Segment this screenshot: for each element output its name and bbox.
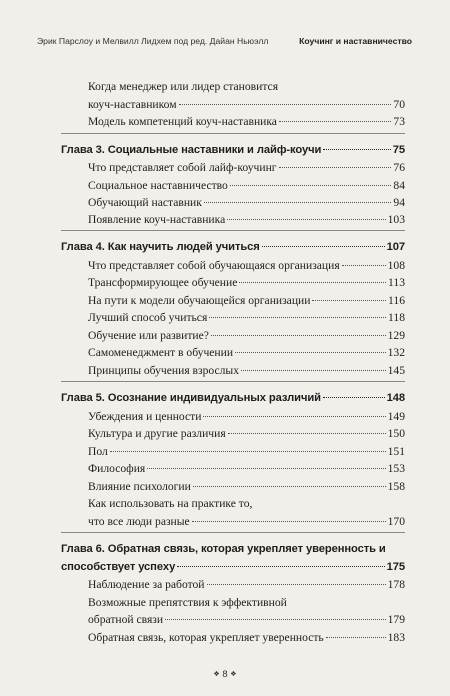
toc-entry	[88, 160, 405, 175]
toc-entry	[88, 595, 405, 610]
toc-entry	[88, 258, 405, 273]
toc-entry-page: 76	[393, 161, 405, 174]
leader-dots	[326, 636, 386, 638]
toc-entry-page: 178	[387, 578, 405, 591]
toc-entry-page: 108	[387, 259, 405, 272]
toc-entry-page: 158	[387, 480, 405, 493]
toc-entry	[88, 212, 405, 227]
page-number	[0, 669, 450, 680]
leader-dots	[209, 316, 386, 318]
toc-entry-title: Возможные препятствия к эффективной	[88, 596, 287, 609]
leader-dots	[279, 120, 391, 122]
toc-entry-page: 151	[387, 445, 405, 458]
toc-entry-page: 149	[387, 410, 405, 423]
toc-entry-page: 129	[387, 329, 405, 342]
leader-dots	[192, 520, 386, 522]
chapter-heading	[61, 391, 405, 406]
toc-entry-page: 170	[387, 515, 405, 528]
toc-entry-page: 113	[388, 276, 405, 289]
toc-entry-title: Социальное наставничество	[88, 179, 228, 192]
toc-entry	[88, 514, 405, 529]
ornament-icon: ❖	[213, 671, 220, 678]
toc-entry-title: Принципы обучения взрослых	[88, 364, 240, 377]
toc-entry-title-cont: обратной связи	[88, 613, 164, 626]
leader-dots	[312, 299, 386, 301]
toc-entry-title: Как использовать на практике то,	[88, 497, 253, 510]
toc-entry-title-cont: коуч-наставником	[88, 98, 177, 111]
header-book-title: Коучинг и наставничество	[299, 36, 412, 46]
toc-entry	[88, 195, 405, 210]
header-authors: Эрик Парслоу и Мелвилл Лидхем под ред. Дайан Ньюэлл	[37, 36, 269, 46]
toc-entry-title: Когда менеджер или лидер становится	[88, 80, 279, 93]
toc-entry-page: 116	[388, 294, 405, 307]
toc-entry	[88, 114, 405, 129]
toc-entry-title: Модель компетенций коуч-наставника	[88, 115, 277, 128]
toc-entry-title: Убеждения и ценности	[88, 410, 202, 423]
chapter-page: 75	[392, 144, 405, 156]
leader-dots	[227, 218, 385, 220]
toc-entry-page: 153	[387, 462, 405, 475]
leader-dots	[323, 148, 390, 150]
running-head	[37, 36, 412, 46]
toc-entry	[88, 496, 405, 511]
chapter-title: Глава 5. Осознание индивидуальных различий	[61, 392, 321, 404]
toc-entry-title: Обучающий наставник	[88, 196, 202, 209]
chapter-page: 107	[386, 241, 405, 253]
chapter-heading	[61, 560, 405, 575]
leader-dots	[207, 583, 386, 585]
page-number-value: 8	[222, 669, 228, 680]
leader-dots	[203, 415, 385, 417]
leader-dots	[179, 103, 392, 105]
leader-dots	[235, 351, 386, 353]
leader-dots	[110, 450, 386, 452]
toc-entry	[88, 363, 405, 378]
toc-entry-page: 73	[393, 115, 405, 128]
toc-entry	[88, 310, 405, 325]
toc-entry	[88, 409, 405, 424]
chapter-title: Глава 3. Социальные наставники и лайф-коучи	[61, 144, 322, 156]
leader-dots	[241, 369, 386, 371]
toc-entry-title: Обратная связь, которая укрепляет уверенность	[88, 631, 324, 644]
leader-dots	[228, 432, 386, 434]
toc-entry-title: Трансформирующее обучение	[88, 276, 238, 289]
leader-dots	[204, 201, 392, 203]
leader-dots	[230, 184, 392, 186]
toc-entry	[88, 293, 405, 308]
chapter-title: Глава 4. Как научить людей учиться	[61, 241, 260, 253]
toc-entry	[88, 479, 405, 494]
toc-entry-title: Культура и другие различия	[88, 427, 226, 440]
toc-entry-title: Что представляет собой обучающаяся организация	[88, 259, 340, 272]
chapter-page: 148	[386, 392, 405, 404]
toc-entry	[88, 612, 405, 627]
toc-entry-page: 70	[393, 98, 405, 111]
divider	[61, 532, 405, 533]
divider	[61, 381, 405, 382]
chapter-page: 175	[386, 561, 405, 573]
toc-entry	[88, 444, 405, 459]
toc-entry-title: Что представляет собой лайф-коучинг	[88, 161, 277, 174]
toc-entry	[88, 577, 405, 592]
toc-entry-title: Лучший способ учиться	[88, 311, 208, 324]
toc-entry-page: 183	[387, 631, 405, 644]
leader-dots	[211, 334, 386, 336]
chapter-heading	[61, 542, 405, 557]
leader-dots	[262, 245, 385, 247]
toc-entry-title: На пути к модели обучающейся организации	[88, 294, 311, 307]
chapter-heading	[61, 143, 405, 158]
leader-dots	[177, 565, 384, 567]
toc-entry-title: Самоменеджмент в обучении	[88, 346, 234, 359]
toc-entry	[88, 461, 405, 476]
leader-dots	[147, 467, 385, 469]
toc-entry	[88, 345, 405, 360]
toc-entry	[88, 275, 405, 290]
chapter-heading	[61, 240, 405, 255]
toc-entry	[88, 328, 405, 343]
toc-entry-page: 179	[387, 613, 405, 626]
toc-entry-title: Философия	[88, 462, 146, 475]
toc-entry	[88, 630, 405, 645]
toc-entry-page: 84	[393, 179, 405, 192]
toc-entry-page: 150	[387, 427, 405, 440]
leader-dots	[193, 485, 386, 487]
toc-entry-page: 103	[387, 213, 405, 226]
toc-entry-page: 118	[388, 311, 405, 324]
toc-entry	[88, 97, 405, 112]
leader-dots	[165, 618, 386, 620]
toc-entry-title: Пол	[88, 445, 108, 458]
toc-entry-page: 132	[387, 346, 405, 359]
toc-entry	[88, 178, 405, 193]
toc-entry-title: Появление коуч-наставника	[88, 213, 226, 226]
toc-entry-page: 94	[393, 196, 405, 209]
chapter-title-cont: способствует успеху	[61, 561, 176, 573]
ornament-icon: ❖	[230, 671, 237, 678]
toc-entry-title-cont: что все люди разные	[88, 515, 190, 528]
divider	[61, 133, 405, 134]
toc-entry-title: Обучение или развитие?	[88, 329, 209, 342]
toc-entry	[88, 79, 405, 94]
leader-dots	[323, 396, 385, 398]
leader-dots	[239, 281, 386, 283]
leader-dots	[279, 166, 392, 168]
chapter-title: Глава 6. Обратная связь, которая укрепляет уверенность и	[61, 543, 386, 555]
toc-entry-title: Наблюдение за работой	[88, 578, 205, 591]
toc-entry-page: 145	[387, 364, 405, 377]
toc-entry	[88, 426, 405, 441]
leader-dots	[342, 264, 386, 266]
toc-entry-title: Влияние психологии	[88, 480, 191, 493]
divider	[61, 230, 405, 231]
